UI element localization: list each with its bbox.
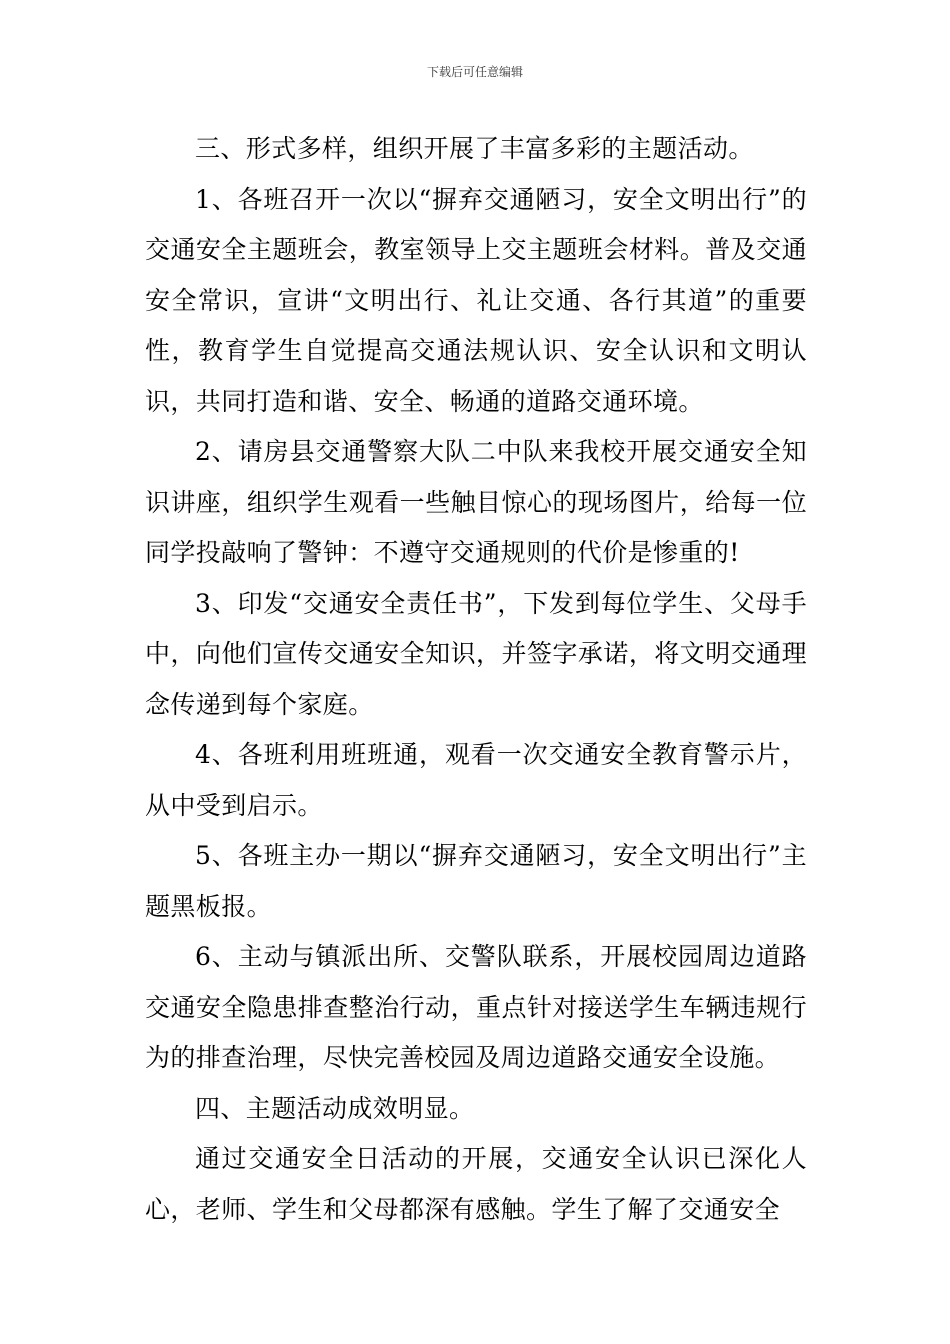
- paragraph-summary: 通过交通安全日活动的开展，交通安全认识已深化人心，老师、学生和父母都深有感触。学生了解了交通安全: [145, 1144, 807, 1224]
- paragraph-item-6: 6、主动与镇派出所、交警队联系，开展校园周边道路交通安全隐患排查整治行动，重点针对接送学生车辆违规行为的排查治理，尽快完善校园及周边道路交通安全设施。: [145, 942, 807, 1072]
- paragraph-item-4: 4、各班利用班班通，观看一次交通安全教育警示片，从中受到启示。: [145, 740, 807, 820]
- section-heading-3: 三、形式多样，组织开展了丰富多彩的主题活动。: [195, 134, 754, 163]
- document-body: [145, 124, 807, 1235]
- paragraph-item-5: 5、各班主办一期以“摒弃交通陋习，安全文明出行”主题黑板报。: [145, 841, 807, 921]
- paragraph-item-3: 3、印发“交通安全责任书”，下发到每位学生、父母手中，向他们宣传交通安全知识，并签字承诺，将文明交通理念传递到每个家庭。: [145, 588, 807, 719]
- page-header-note: 下载后可任意编辑: [426, 65, 523, 79]
- paragraph-item-2: 2、请房县交通警察大队二中队来我校开展交通安全知识讲座，组织学生观看一些触目惊心的现场图片，给每一位同学投敲响了警钟：不遵守交通规则的代价是惨重的!: [145, 437, 807, 567]
- section-heading-4: 四、主题活动成效明显。: [195, 1093, 475, 1123]
- paragraph-item-1: 1、各班召开一次以“摒弃交通陋习，安全文明出行”的交通安全主题班会，教室领导上交主题班会材料。普及交通安全常识，宣讲“文明出行、礼让交通、各行其道”的重要性，教育学生自觉提高交通法规认识、安全认识和文明认识，共同打造和谐、安全、畅通的道路交通环境。: [145, 184, 807, 416]
